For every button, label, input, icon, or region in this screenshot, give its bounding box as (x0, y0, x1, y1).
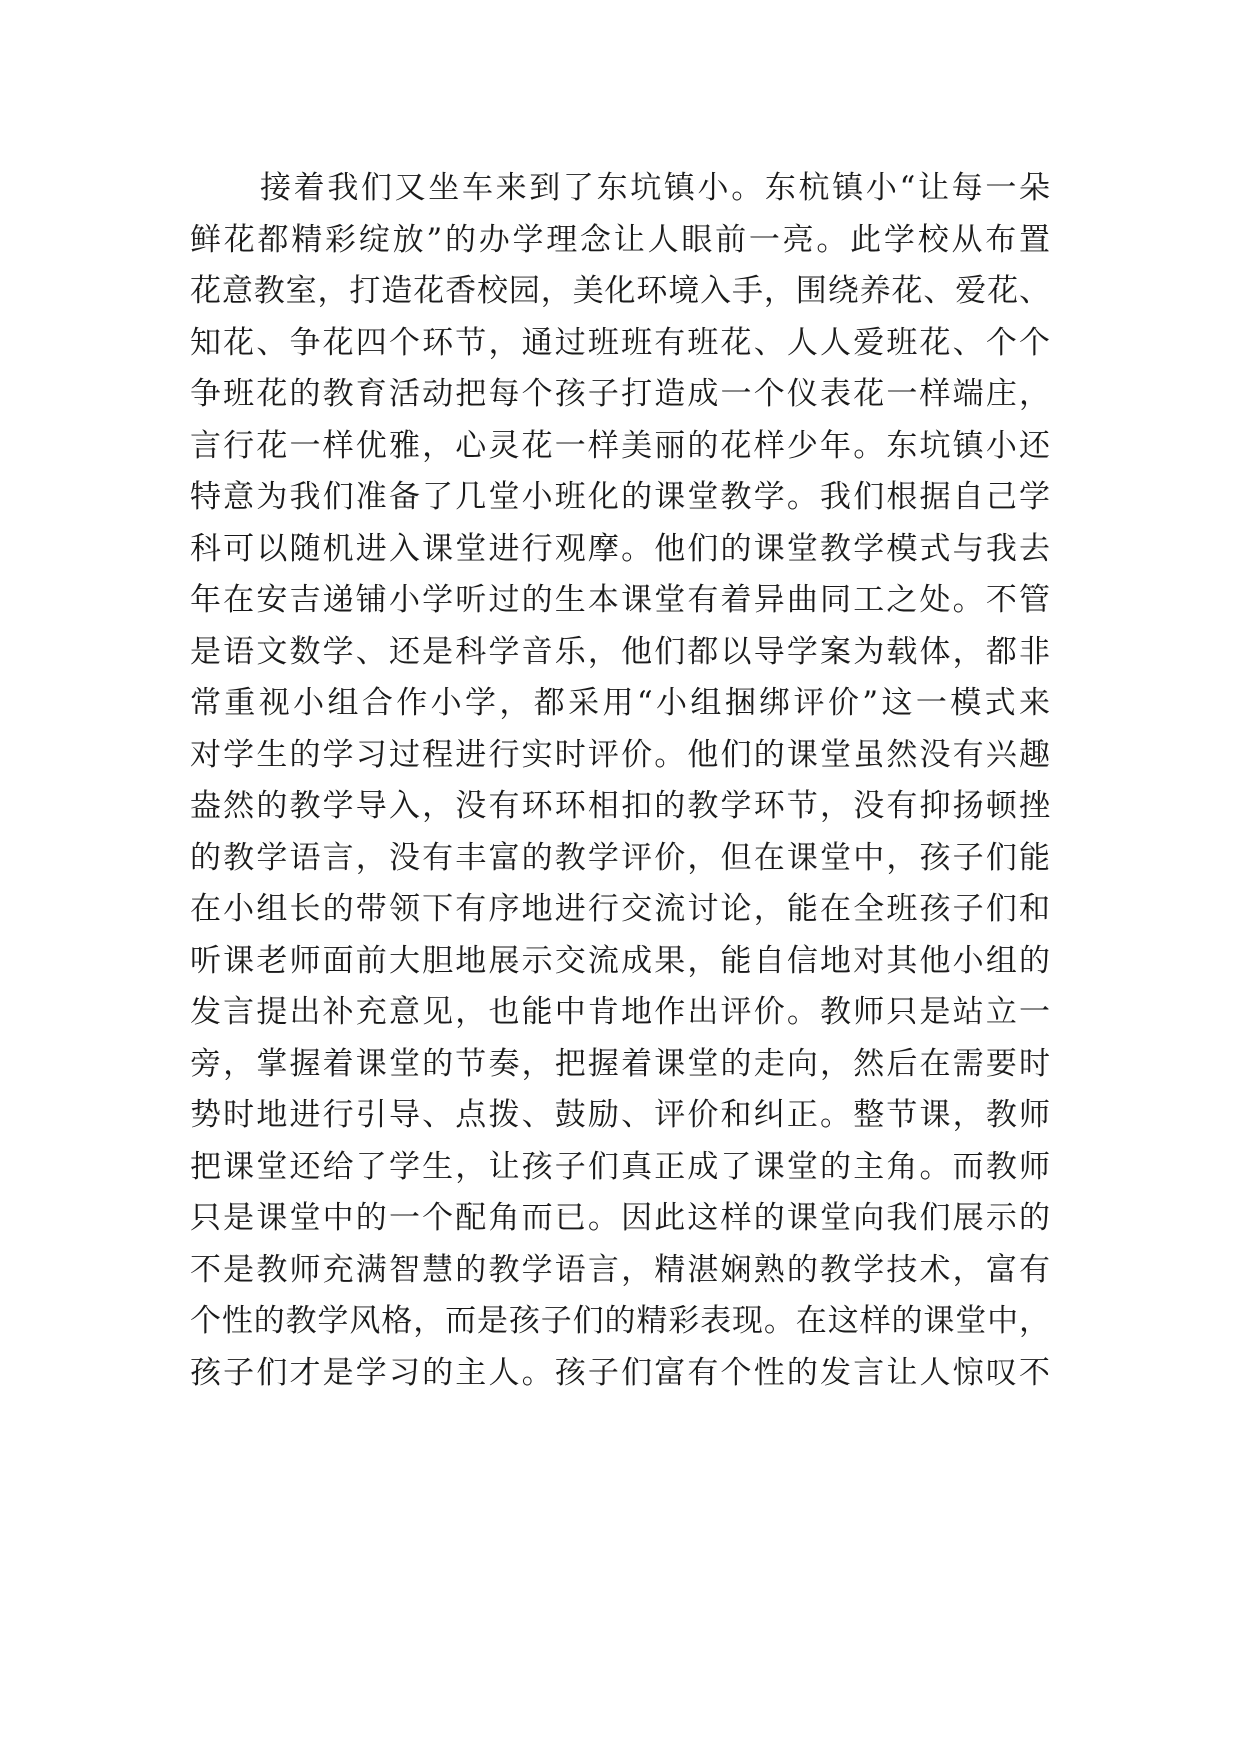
paragraph-line-4: 知花、争花四个环节，通过班班有班花、人人爱班花、个个 (190, 324, 1050, 361)
paragraph-line-14: 的教学语言，没有丰富的教学评价，但在课堂中，孩子们能 (190, 839, 1050, 876)
paragraph-line-17: 发言提出补充意见，也能中肯地作出评价。教师只是站立一 (190, 994, 1050, 1030)
paragraph-line-18: 旁，掌握着课堂的节奏，把握着课堂的走向，然后在需要时 (190, 1045, 1050, 1082)
paragraph-line-22: 不是教师充满智慧的教学语言，精湛娴熟的教学技术，富有 (190, 1251, 1050, 1288)
paragraph-line-7: 特意为我们准备了几堂小班化的课堂教学。我们根据自己学 (190, 479, 1050, 515)
paragraph-line-11: 常重视小组合作小学，都采用“小组捆绑评价”这一模式来 (190, 685, 1050, 721)
paragraph-line-5: 争班花的教育活动把每个孩子打造成一个仪表花一样端庄， (190, 376, 1050, 412)
paragraph-line-2: 鲜花都精彩绽放”的办学理念让人眼前一亮。此学校从布置 (190, 221, 1050, 258)
paragraph-line-10: 是语文数学、还是科学音乐，他们都以导学案为载体，都非 (190, 633, 1050, 670)
paragraph-line-19: 势时地进行引导、点拨、鼓励、评价和纠正。整节课，教师 (190, 1097, 1050, 1133)
paragraph-line-8: 科可以随机进入课堂进行观摩。他们的课堂教学模式与我去 (190, 530, 1050, 567)
paragraph-line-21: 只是课堂中的一个配角而已。因此这样的课堂向我们展示的 (190, 1200, 1050, 1236)
paragraph-line-9: 年在安吉递铺小学听过的生本课堂有着异曲同工之处。不管 (190, 582, 1050, 618)
paragraph-line-13: 盎然的教学导入，没有环环相扣的教学环节，没有抑扬顿挫 (190, 788, 1050, 824)
paragraph-line-20: 把课堂还给了学生，让孩子们真正成了课堂的主角。而教师 (190, 1148, 1050, 1185)
paragraph-line-15: 在小组长的带领下有序地进行交流讨论，能在全班孩子们和 (190, 891, 1050, 927)
paragraph-line-16: 听课老师面前大胆地展示交流成果，能自信地对其他小组的 (190, 942, 1050, 979)
paragraph-line-1: 接着我们又坐车来到了东坑镇小。东杭镇小“让每一朵 (260, 170, 1050, 206)
paragraph-line-24: 孩子们才是学习的主人。孩子们富有个性的发言让人惊叹不 (190, 1354, 1050, 1391)
paragraph-line-3: 花意教室，打造花香校园，美化环境入手，围绕养花、爱花、 (190, 273, 1050, 309)
body-paragraph (190, 163, 1050, 1399)
paragraph-line-23: 个性的教学风格，而是孩子们的精彩表现。在这样的课堂中， (190, 1303, 1050, 1339)
paragraph-line-12: 对学生的学习过程进行实时评价。他们的课堂虽然没有兴趣 (190, 736, 1050, 773)
paragraph-line-6: 言行花一样优雅，心灵花一样美丽的花样少年。东坑镇小还 (190, 427, 1050, 464)
